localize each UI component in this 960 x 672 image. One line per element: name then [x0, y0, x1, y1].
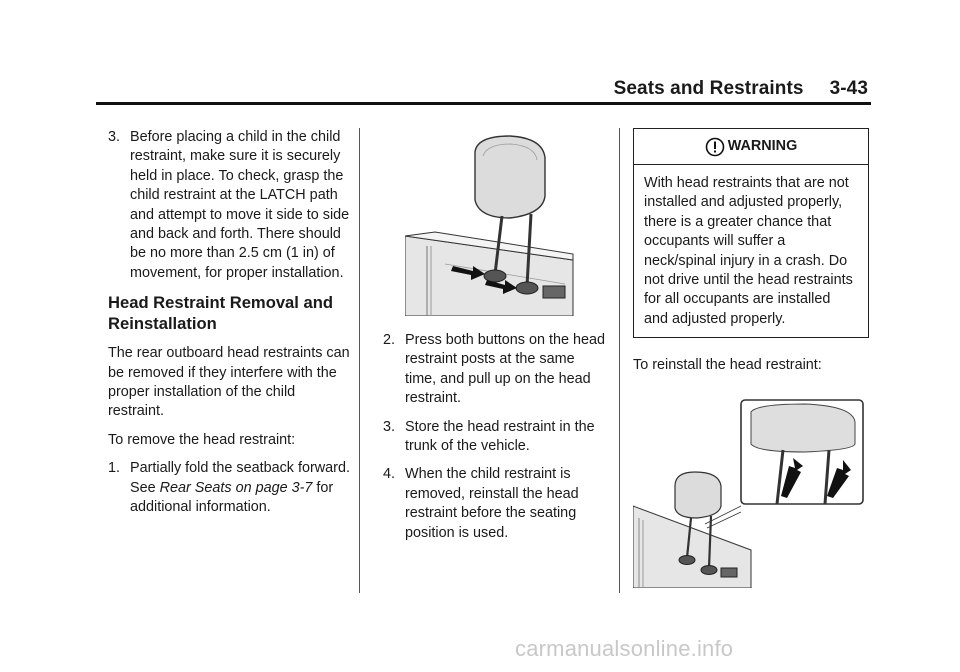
- warning-box: [633, 128, 869, 338]
- warning-text: With head restraints that are not installed and adjusted properly, there is a greater chance that occupants will suffer a neck/spinal injury in a crash. Do not drive until the head restraints for all occupants are installed and adjusted properly.: [644, 175, 853, 327]
- column-separator: [359, 128, 360, 593]
- step-text: When the child restraint is removed, reinstall the head restraint before the seating position is used.: [405, 466, 579, 541]
- step-2-press-buttons: [383, 331, 608, 409]
- warning-header: [634, 129, 868, 165]
- column-1: [108, 128, 354, 527]
- step-3-store-restraint: [383, 418, 608, 457]
- section-heading: Head Restraint Removal and Reinstallation: [108, 293, 334, 334]
- step-number: 3.: [108, 129, 121, 145]
- step-text-part: for additional information.: [130, 479, 334, 516]
- warning-icon: [705, 137, 725, 157]
- head-restraint-reinstall-illustration: [633, 388, 867, 588]
- page-number: 3-43: [829, 78, 868, 99]
- step-text: Press both buttons on the head restraint posts at the same time, and pull up on the head restraint.: [405, 332, 606, 407]
- intro-paragraph: The rear outboard head restraints can be removed if they interfere with the proper installation of the child restraint.: [108, 345, 350, 420]
- head-restraint-removal-illustration: [405, 134, 585, 316]
- header-rule: [96, 102, 871, 105]
- step-number: 2.: [383, 332, 396, 348]
- page-header: [614, 78, 868, 100]
- step-number: 4.: [383, 466, 396, 483]
- remove-lead: To remove the head restraint:: [108, 431, 296, 448]
- step-number: 3.: [383, 418, 396, 435]
- step-3-latch-check: [108, 128, 354, 283]
- column-2: [383, 128, 608, 552]
- watermark: carmanualsonline.info: [515, 636, 734, 661]
- step-1-fold-seatback: [108, 459, 354, 517]
- column-3: [633, 128, 869, 588]
- cross-reference-link[interactable]: Rear Seats on page 3-7: [159, 479, 313, 496]
- step-4-reinstall: [383, 465, 608, 543]
- column-separator: [619, 128, 620, 593]
- reinstall-lead: To reinstall the head restraint:: [633, 357, 822, 374]
- warning-title: WARNING: [727, 137, 798, 154]
- step-text: [130, 459, 354, 517]
- section-title: Seats and Restraints: [613, 78, 804, 99]
- step-text: Store the head restraint in the trunk of the vehicle.: [405, 418, 595, 455]
- step-text: Before placing a child in the child restraint, make sure it is securely held in place. To check, grasp the child restraint at the LATCH path and attempt to move it side to side and back and forth. There should be no more than 2.5 cm (1 in) of movement, for proper installation.: [130, 129, 350, 281]
- step-number: 1.: [108, 460, 121, 477]
- step-text-part: Partially fold the seatback forward. See: [130, 460, 350, 496]
